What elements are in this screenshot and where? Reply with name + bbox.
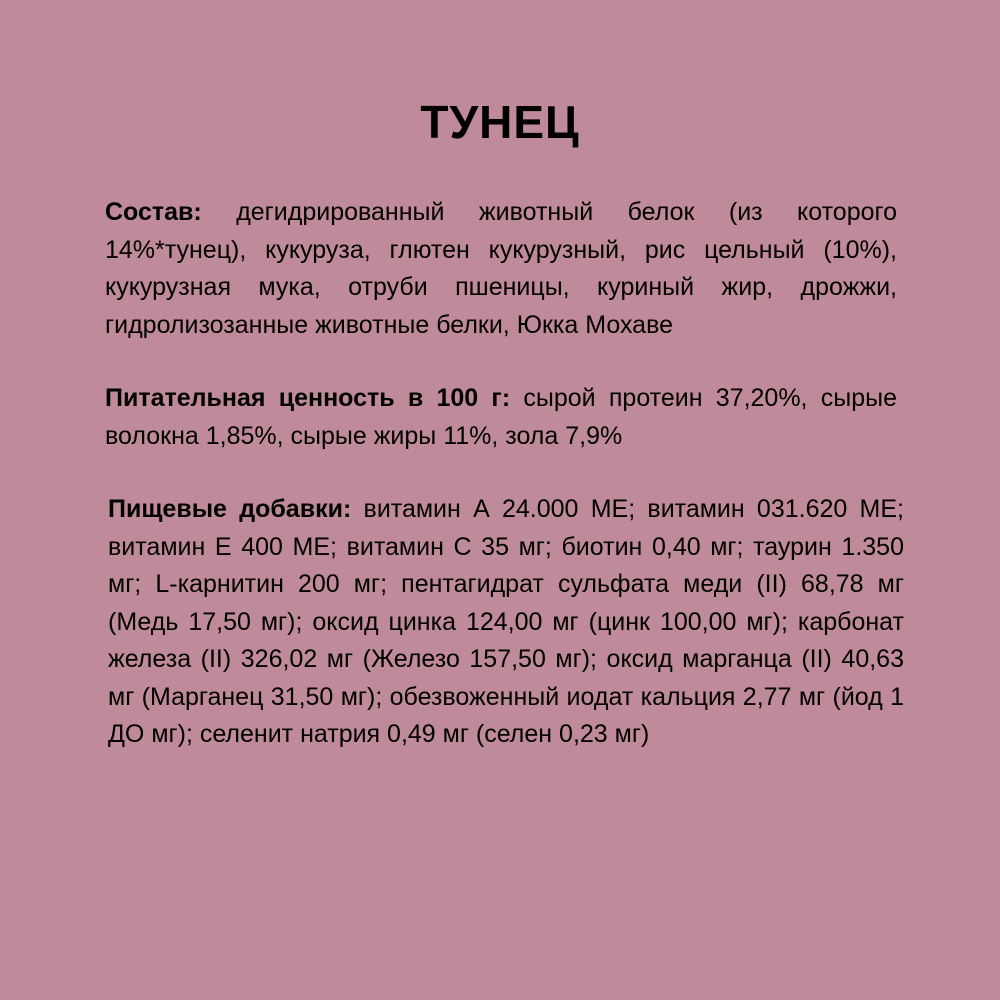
- nutrition-text: сырой протеин 37,20%, сырые волокна 1,85%, сырые жиры 11%, зола 7,9%: [105, 384, 897, 450]
- nutrition-label: Питательная ценность в 100 г:: [105, 384, 511, 412]
- page-title: ТУНЕЦ: [420, 96, 580, 148]
- nutrition-section: [105, 380, 897, 455]
- additives-section: [108, 491, 904, 754]
- additives-text: витамин А 24.000 МЕ; витамин 031.620 МЕ; витамин Е 400 МЕ; витамин С 35 мг; биотин 0,40 мг; таурин 1.350 мг; L-карнитин 200 мг; пентагидрат сульфата меди (II) 68,78 мг (Медь 17,50 мг); оксид цинка 124,00 мг (цинк 100,00 мг); карбонат железа (II) 326,02 мг (Железо 157,50 мг); оксид марганца (II) 40,63 мг (Марганец 31,50 мг); обезвоженный иодат кальция 2,77 мг (йод 1 ДО мг); селенит натрия 0,49 мг (селен 0,23 мг): [108, 495, 905, 748]
- additives-label: Пищевые добавки:: [108, 495, 352, 523]
- composition-section: [105, 194, 897, 344]
- composition-label: Состав:: [105, 198, 202, 226]
- composition-text: дегидрированный животный белок (из которого 14%*тунец), кукуруза, глютен кукурузный, рис цельный (10%), кукурузная мука, отруби пшеницы, куриный жир, дрожжи, гидролизозанные животные белки, Юкка Мохаве: [105, 198, 897, 339]
